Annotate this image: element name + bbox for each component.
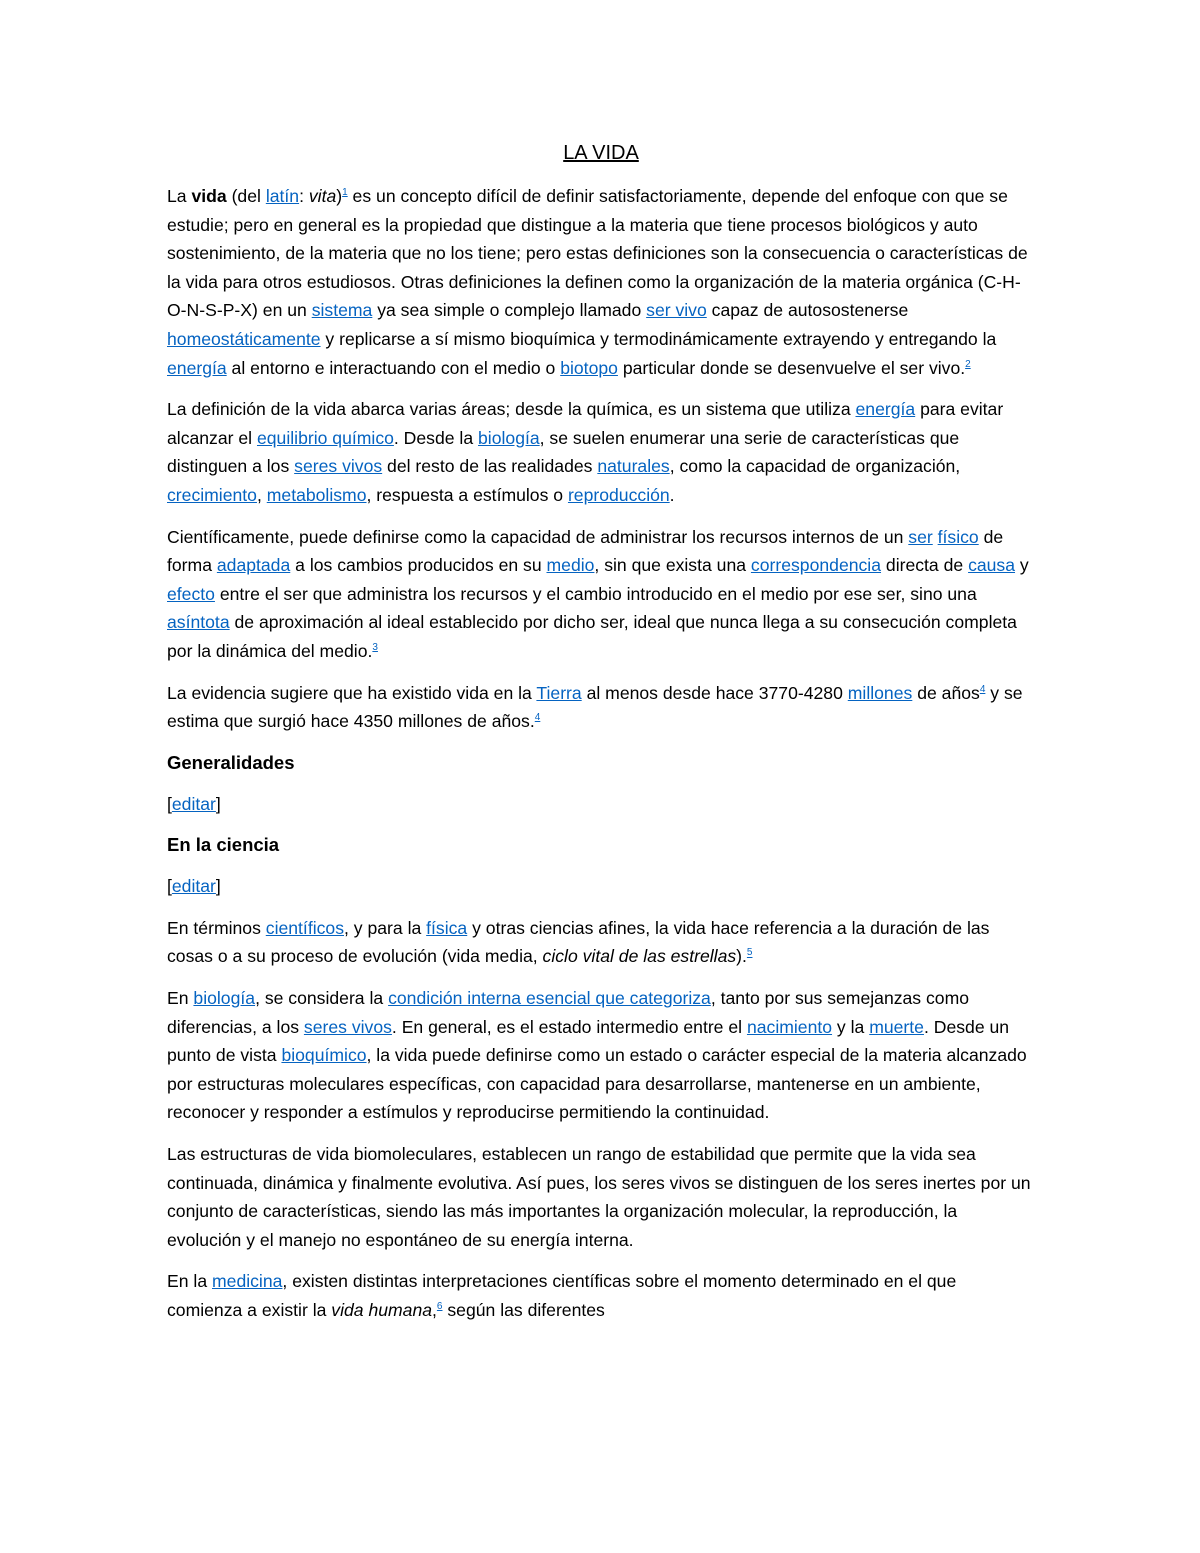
- link-fisica[interactable]: física: [426, 917, 468, 938]
- footnote-ref[interactable]: 4: [979, 683, 986, 695]
- link-seres-vivos[interactable]: seres vivos: [294, 456, 383, 477]
- text: . Desde la: [393, 427, 479, 448]
- document-title: LA VIDA: [563, 142, 639, 164]
- link-homeostaticamente[interactable]: homeostáticamente: [167, 328, 321, 349]
- link-adaptada[interactable]: adaptada: [216, 555, 291, 576]
- paragraph-biology: [167, 984, 1035, 1127]
- link-energia[interactable]: energía: [855, 399, 916, 420]
- text: del resto de las realidades: [382, 456, 598, 477]
- bracket: [: [167, 793, 172, 814]
- footnote-ref[interactable]: 1: [342, 187, 348, 199]
- text: , y para la: [344, 917, 427, 938]
- link-medicina[interactable]: medicina: [212, 1271, 283, 1292]
- link-metabolismo[interactable]: metabolismo: [266, 484, 367, 505]
- text: de años: [912, 682, 980, 703]
- heading-generalidades: Generalidades: [167, 751, 295, 773]
- italic-term: ciclo vital de las estrellas: [542, 946, 737, 967]
- link-tierra[interactable]: Tierra: [536, 682, 582, 703]
- text: La definición de la vida abarca varias áreas; desde la química, es un sistema que utiliza: [167, 399, 856, 420]
- text: de aproximación al ideal establecido por dicho ser, ideal que nunca llega a su consecución completa por la dinámica del medio.: [167, 612, 1017, 661]
- link-nacimiento[interactable]: nacimiento: [746, 1016, 833, 1037]
- edit-link[interactable]: editar: [171, 793, 216, 814]
- text: ,: [256, 484, 267, 505]
- link-crecimiento[interactable]: crecimiento: [167, 484, 257, 505]
- link-causa[interactable]: causa: [968, 555, 1016, 576]
- link-seres-vivos[interactable]: seres vivos: [303, 1016, 392, 1037]
- text: .: [669, 484, 675, 505]
- text: En: [167, 988, 194, 1009]
- link-cientificos[interactable]: científicos: [265, 917, 344, 938]
- text: al entorno e interactuando con el medio o: [226, 357, 561, 378]
- footnote-ref[interactable]: 5: [746, 947, 753, 959]
- link-ser-vivo[interactable]: ser vivo: [646, 300, 707, 321]
- footnote-ref[interactable]: 4: [534, 712, 541, 724]
- footnote-ref[interactable]: 6: [436, 1301, 443, 1313]
- link-biologia[interactable]: biología: [478, 427, 540, 448]
- text: :: [299, 186, 309, 206]
- link-sistema[interactable]: sistema: [311, 300, 373, 321]
- paragraph-definition: [167, 395, 1035, 509]
- paragraph-medicine: [167, 1267, 1035, 1324]
- text: al menos desde hace 3770-4280: [581, 682, 848, 703]
- link-equilibrio-quimico[interactable]: equilibrio químico: [256, 427, 394, 448]
- link-biotopo[interactable]: biotopo: [560, 357, 618, 378]
- text: , se suelen enumerar una serie de características que distinguen a los: [167, 427, 960, 477]
- text: , se considera la: [255, 988, 389, 1009]
- bold-term: vida: [191, 186, 227, 206]
- text: ,: [432, 1300, 437, 1320]
- text: ya sea simple o complejo llamado: [372, 300, 647, 321]
- text: y replicarse a sí mismo bioquímica y termodinámicamente extrayendo y entregando la: [320, 328, 997, 349]
- italic-term: vita: [308, 186, 337, 206]
- text: La: [167, 186, 192, 206]
- heading-en-la-ciencia: En la ciencia: [167, 834, 280, 856]
- paragraph-scientific: [167, 523, 1035, 666]
- text: (del: [226, 186, 266, 206]
- text: Científicamente, puede definirse como la capacidad de administrar los recursos internos de un: [167, 526, 909, 547]
- text: La evidencia sugiere que ha existido vida en la: [167, 682, 537, 703]
- link-medio[interactable]: medio: [546, 555, 595, 576]
- footnote-ref[interactable]: 2: [965, 358, 971, 370]
- link-muerte[interactable]: muerte: [869, 1016, 924, 1037]
- text: ).: [736, 946, 747, 967]
- text: y: [1015, 555, 1029, 576]
- text: , la vida puede definirse como un estado o carácter especial de la materia alcanzado por estructuras moleculares específicas, con capacidad para desarrollarse, mantenerse en un ambiente, reconocer y responder a estímulos y reproducirse permitiendo la continuidad.: [167, 1045, 1027, 1123]
- link-reproduccion[interactable]: reproducción: [567, 484, 670, 505]
- bracket: ]: [215, 876, 221, 897]
- text: capaz de autosostenerse: [706, 300, 909, 321]
- link-efecto[interactable]: efecto: [167, 583, 215, 604]
- footnote-ref[interactable]: 3: [372, 642, 378, 654]
- link-energia[interactable]: energía: [167, 357, 227, 378]
- link-bioquimico[interactable]: bioquímico: [281, 1045, 367, 1066]
- text: ): [336, 186, 343, 206]
- link-ser[interactable]: ser: [908, 526, 933, 547]
- link-asintota[interactable]: asíntota: [167, 612, 230, 633]
- link-biologia[interactable]: biología: [193, 988, 256, 1009]
- text: para evitar alcanzar el: [167, 399, 1004, 448]
- bracket: [: [167, 876, 172, 897]
- text: a los cambios producidos en su: [290, 555, 547, 576]
- text: En la: [167, 1271, 212, 1292]
- text: En términos: [167, 917, 266, 938]
- text: . Desde un punto de vista: [167, 1016, 1010, 1066]
- edit-section-ciencia: [167, 872, 1035, 901]
- document-content: [167, 138, 1035, 1338]
- text: entre el ser que administra los recursos y el cambio introducido en el medio por ese ser, sino una: [214, 583, 977, 604]
- link-correspondencia[interactable]: correspondencia: [750, 555, 882, 576]
- text: y otras ciencias afines, la vida hace referencia a la duración de las cosas o a su proceso de evolución (vida media,: [167, 917, 990, 967]
- text: y la: [832, 1016, 870, 1037]
- link-latin[interactable]: latín: [265, 186, 300, 206]
- paragraph-intro: [167, 182, 1035, 382]
- italic-term: vida humana: [331, 1300, 433, 1320]
- paragraph-physics: [167, 914, 1035, 971]
- link-naturales[interactable]: naturales: [597, 456, 670, 477]
- text: y se estima que surgió hace 4350 millones de años.: [167, 682, 1023, 732]
- paragraph-structures: Las estructuras de vida biomoleculares, establecen un rango de estabilidad que permite que la vida sea continuada, dinámica y finalmente evolutiva. Así pues, los seres vivos se distinguen de los seres inertes por un conjunto de características, siendo las más importantes la organización molecular, la reproducción, la evolución y el manejo no espontáneo de su energía interna.: [167, 1144, 1031, 1250]
- link-millones[interactable]: millones: [847, 682, 913, 703]
- text: según las diferentes: [442, 1300, 605, 1320]
- text: , respuesta a estímulos o: [366, 484, 568, 505]
- link-condicion-interna[interactable]: condición interna esencial que categoriza: [388, 988, 711, 1009]
- text: , tanto por sus semejanzas como diferencias, a los: [167, 988, 970, 1037]
- edit-link[interactable]: editar: [171, 876, 216, 897]
- text: . En general, es el estado intermedio entre el: [391, 1016, 747, 1037]
- text: particular donde se desenvuelve el ser vivo.: [617, 357, 966, 378]
- bracket: ]: [215, 793, 221, 814]
- text: directa de: [881, 555, 969, 576]
- text: , existen distintas interpretaciones científicas sobre el momento determinado en el que comienza a existir la: [167, 1271, 957, 1320]
- text: de forma: [167, 526, 1004, 576]
- edit-section-generalidades: [167, 790, 1035, 819]
- paragraph-evidence: [167, 679, 1035, 736]
- text: es un concepto difícil de definir satisfactoriamente, depende del enfoque con que se estudie; pero en general es la propiedad que distingue a la materia que tiene procesos biológicos y auto sostenimiento, de la materia que no los tiene; pero estas definiciones son la consecuencia o características de la vida para otros estudiosos. Otras definiciones la definen como la organización de la materia orgánica (C-H-O-N-S-P-X) en un: [167, 186, 1028, 321]
- text: , como la capacidad de organización,: [669, 456, 961, 477]
- link-fisico[interactable]: físico: [937, 526, 979, 547]
- text: , sin que exista una: [594, 555, 751, 576]
